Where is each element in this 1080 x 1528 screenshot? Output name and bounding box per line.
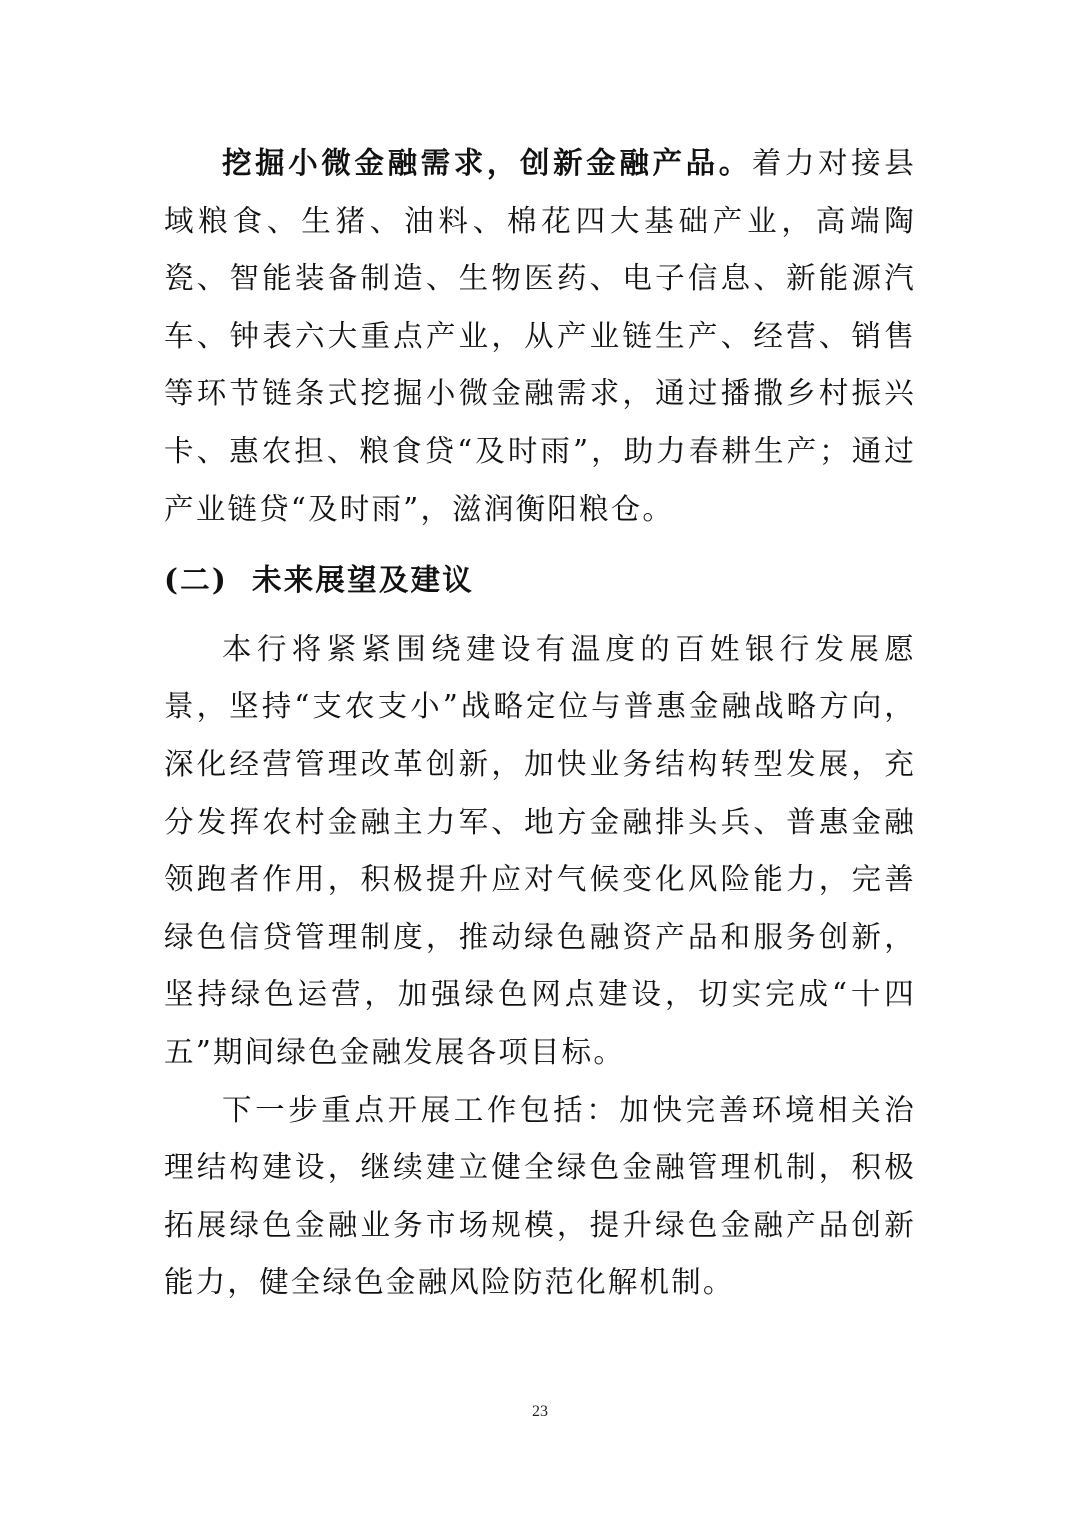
- paragraph-body-text: 着力对接县域粮食、生猪、油料、棉花四大基础产业，高端陶瓷、智能装备制造、生物医药、电子信息、新能源汽车、钟表六大重点产业，从产业链生产、经营、销售等环节链条式挖掘小微金融需求，通过播撒乡村振兴卡、惠农担、粮食贷“及时雨”，助力春耕生产；通过产业链贷“及时雨”，滋润衡阳粮仓。: [164, 146, 916, 526]
- paragraph-lead-bold: 挖掘小微金融需求，创新金融产品。: [222, 145, 752, 180]
- page-number: 23: [532, 1403, 548, 1420]
- paragraph-next-steps: 下一步重点开展工作包括：加快完善环境相关治理结构建设，继续建立健全绿色金融管理机制，积极拓展绿色金融业务市场规模，提升绿色金融产品创新能力，健全绿色金融风险防范化解机制。: [164, 1092, 916, 1300]
- section-number: (二): [164, 562, 229, 598]
- page-body: [164, 134, 916, 1312]
- section-heading: [164, 538, 916, 621]
- paragraph-outlook: 本行将紧紧围绕建设有温度的百姓银行发展愿景，坚持“支农支小”战略定位与普惠金融战略方向，深化经营管理改革创新，加快业务结构转型发展，充分发挥农村金融主力军、地方金融排头兵、普惠金融领跑者作用，积极提升应对气候变化风险能力，完善绿色信贷管理制度，推动绿色融资产品和服务创新，坚持绿色运营，加强绿色网点建设，切实完成“十四五”期间绿色金融发展各项目标。: [164, 631, 916, 1069]
- paragraph-small-micro-finance: [164, 134, 916, 538]
- section-title: 未来展望及建议: [252, 562, 474, 598]
